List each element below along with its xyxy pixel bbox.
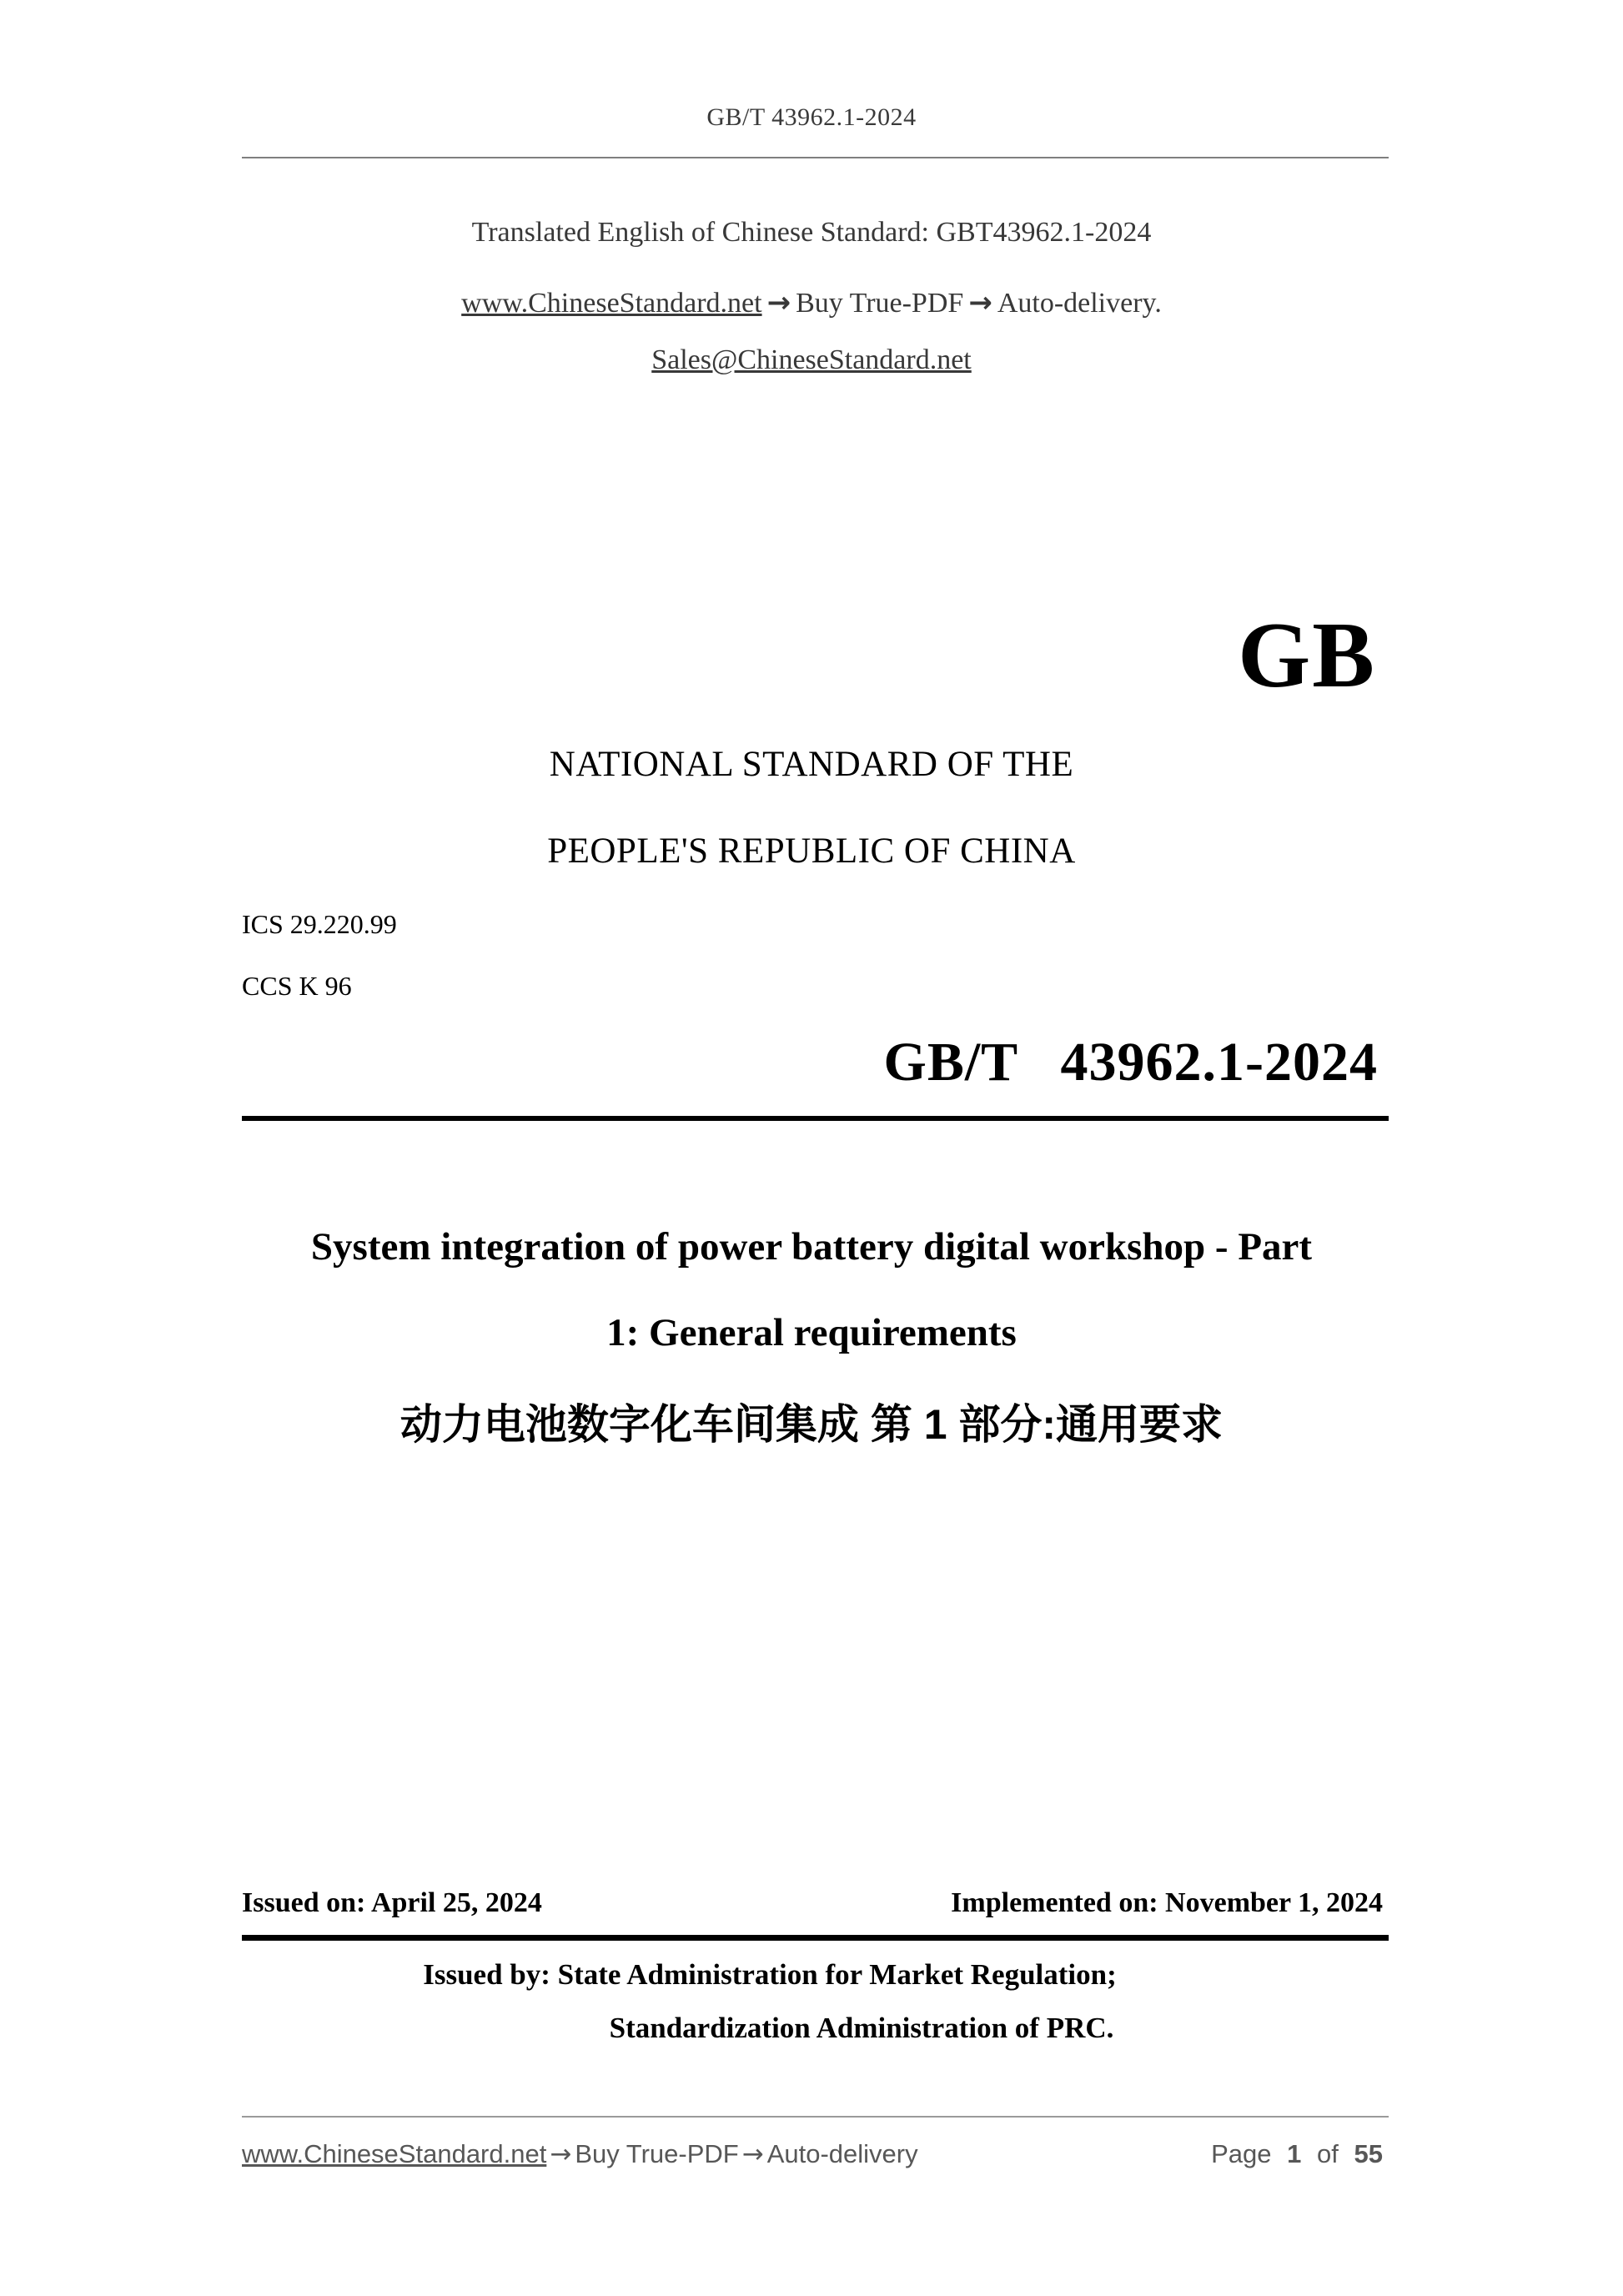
sales-email-link[interactable]: Sales@ChineseStandard.net: [651, 344, 972, 375]
header-divider: [242, 157, 1389, 158]
issuance-divider: [242, 1935, 1389, 1941]
masthead-divider: [242, 1116, 1389, 1121]
implemented-on-date: Implemented on: November 1, 2024: [951, 1887, 1383, 1918]
footer-auto-delivery-label: Auto-delivery: [766, 2139, 918, 2168]
issued-by-line2: Standardization Administration of PRC.: [609, 2012, 1114, 2044]
sales-email-line: [0, 344, 1623, 376]
current-page-number: 1: [1287, 2139, 1302, 2168]
of-label: of: [1317, 2139, 1339, 2168]
standard-number: GB/T 43962.1-2024: [883, 1032, 1378, 1093]
total-page-number: 55: [1354, 2139, 1383, 2168]
footer-divider: [242, 2116, 1389, 2118]
website-link[interactable]: www.ChineseStandard.net: [461, 288, 762, 319]
arrow-icon: →: [766, 286, 791, 319]
english-title-line2: 1: General requirements: [606, 1311, 1017, 1354]
issued-by-line1: Issued by: State Administration for Market Regulation;: [423, 1958, 1117, 1991]
national-standard-line2: PEOPLE'S REPUBLIC OF CHINA: [547, 831, 1076, 871]
ics-code: ICS 29.220.99: [242, 909, 397, 939]
arrow-icon: →: [741, 2139, 764, 2169]
arrow-icon: →: [968, 286, 992, 319]
footer-website-link[interactable]: www.ChineseStandard.net: [242, 2139, 547, 2168]
arrow-icon: →: [550, 2139, 572, 2169]
english-title-line1: System integration of power battery digital workshop - Part: [310, 1225, 1313, 1269]
chinese-title: 动力电池数字化车间集成 第 1 部分:通用要求: [399, 1401, 1224, 1448]
page-indicator: [1211, 2139, 1383, 2169]
buy-true-pdf-label: Buy True-PDF: [796, 288, 964, 319]
issued-on-date: Issued on: April 25, 2024: [242, 1887, 542, 1918]
running-header-doc-code: GB/T 43962.1-2024: [706, 103, 917, 131]
issue-dates-row: [242, 1887, 1383, 1919]
page-label: Page: [1211, 2139, 1272, 2168]
translated-standard-line: Translated English of Chinese Standard: GBT43962.1-2024: [471, 217, 1152, 248]
ccs-code: CCS K 96: [242, 971, 352, 1001]
footer-buy-true-pdf-label: Buy True-PDF: [575, 2139, 739, 2168]
purchase-info-line: [0, 286, 1623, 319]
national-standard-line1: NATIONAL STANDARD OF THE: [549, 745, 1074, 784]
page-footer: [242, 2139, 1383, 2169]
footer-purchase-info: [242, 2139, 918, 2169]
auto-delivery-label: Auto-delivery.: [997, 288, 1162, 319]
gb-logo: GB: [1238, 604, 1376, 707]
